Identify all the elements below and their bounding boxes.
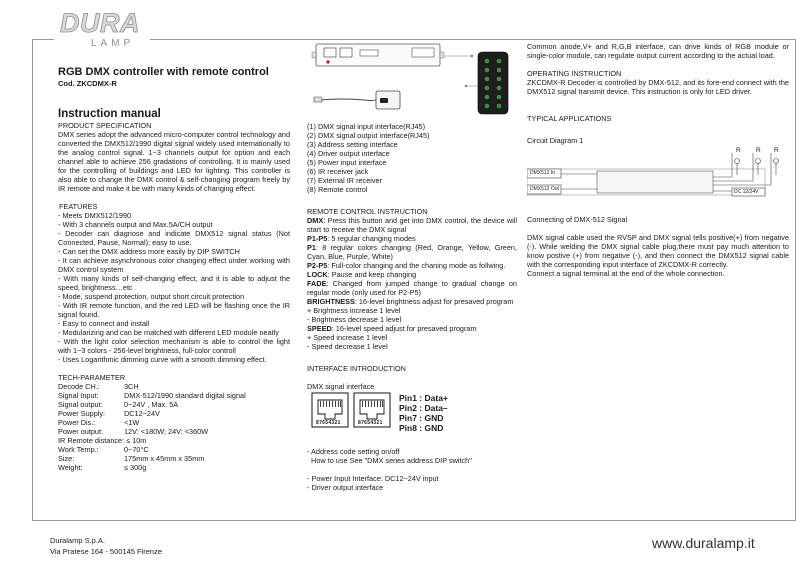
- brand-name: DURA: [60, 8, 140, 38]
- feature-item: - Meets DMX512/1990: [58, 211, 132, 220]
- dmx-interface-label: DMX signal interface: [307, 382, 375, 391]
- tech-value: DMX-512/1990 standard digital signal: [124, 391, 246, 400]
- op-heading: OPERATING INSTRUCTION: [527, 69, 622, 78]
- frame-bottom-border: [32, 520, 796, 521]
- tech-value: 12V: <180W; 24V: <360W: [124, 427, 209, 436]
- product-illustration: [302, 38, 524, 118]
- connection-text-2: Connect a signal terminal at the end of the whole connection.: [527, 269, 725, 278]
- apps-heading: TYPICAL APPLICATIONS: [527, 114, 612, 123]
- feature-item: - With the light color selection mechanism is able to control the light with 1~3 colors - 256-level brightness, full-color controll: [58, 337, 290, 355]
- pin-list: [399, 393, 448, 433]
- remote-p2p5: P2-P5: Full-color changing and the chaning mode as follwing.: [307, 261, 506, 270]
- remote-brightness: BRIGHTNESS: 16-level brightness adjust for presaved program: [307, 297, 514, 306]
- right-intro: Common anode,V+ and R,G,B interface, can drive kinds of RGB module or single-color module, can regulate output current according to the actual load.: [527, 42, 789, 60]
- rj45-port-icon: [340, 48, 352, 57]
- tech-row: [58, 463, 246, 472]
- connecting-label: Connecting of DMX-512 Signal: [527, 215, 628, 224]
- remote-speed-dec: - Speed decrease 1 level: [307, 342, 388, 351]
- tech-key: Signal Input:: [58, 391, 99, 400]
- remote-p1: P1: 8 regular colors changing (Red, Orange, Yellow, Green, Cyan, Blue, Purple, White): [307, 243, 517, 261]
- tech-row: [58, 391, 246, 400]
- tech-table: [58, 382, 246, 472]
- right-column: [527, 42, 789, 278]
- diag-r-label: R: [736, 147, 741, 154]
- pin-numbers-right: 87654321: [358, 420, 383, 426]
- rj45-diagram: [307, 391, 517, 443]
- controller-box: [597, 171, 713, 193]
- feature-item: - Easy to connect and install: [58, 319, 150, 328]
- power-line: - Power Input Interface: DC12~24V input: [307, 474, 439, 483]
- part-item: (1) DMX signal input interface(RJ45): [307, 122, 426, 131]
- manual-heading: Instruction manual: [58, 108, 161, 120]
- tech-key: Power Supply:: [58, 409, 106, 418]
- tech-key: Power Dis.:: [58, 418, 96, 427]
- remote-speed-inc: + Speed increase 1 level: [307, 333, 388, 342]
- tech-value: 175mm x 45mm x 35mm: [124, 454, 205, 463]
- feature-item: - Decoder can diagnose and indicate DMX512 signal status (Not Connected, Pause, Normal); easy to use.: [58, 229, 290, 247]
- remote-control-icon: [478, 52, 508, 114]
- remote-speed: SPEED: 16-level speed adjust for presaved program: [307, 324, 477, 333]
- terminal-block-icon: [412, 48, 434, 57]
- ir-window-icon: [380, 98, 388, 103]
- tech-value: 3CH: [124, 382, 139, 391]
- diag-out-label: DMX512 Out: [530, 186, 559, 192]
- parts-list: [307, 122, 517, 194]
- address-line-2: How to use See "DMX series address DIP switch": [307, 456, 472, 465]
- part-item: (6) IR receiver jack: [307, 167, 369, 176]
- tech-key: Signal output:: [58, 400, 103, 409]
- remote-heading: REMOTE CONTROL INSTRUCTION: [307, 207, 428, 216]
- tech-value: DC12~24V: [124, 409, 160, 418]
- pin-item: Pin8 : GND: [399, 423, 444, 433]
- tech-row: [58, 436, 246, 445]
- company-name: Duralamp S.p.A.: [50, 536, 106, 545]
- part-item: (5) Power input interface: [307, 158, 387, 167]
- tech-key: Size:: [58, 454, 75, 463]
- tech-key: Work Temp.:: [58, 445, 99, 454]
- circuit-label: Circuit Diagram 1: [527, 136, 584, 145]
- diag-r-label: R: [774, 147, 779, 154]
- feature-item: - Mode, suspend protection, output short circuit protection: [58, 292, 245, 301]
- remote-dmx: DMX: Press this button and get into DMX control, the device will start to receive the DMX signal: [307, 216, 517, 234]
- tech-row: [58, 409, 246, 418]
- feature-item: - Can set the DMX address more easily by DIP SWITCH: [58, 247, 240, 256]
- company-address: Via Pratese 164 - 500145 Firenze: [50, 547, 163, 556]
- ir-plug-icon: [314, 97, 322, 102]
- tech-row: [58, 445, 246, 454]
- part-item: (7) External IR receiver: [307, 176, 383, 185]
- features-list: [58, 211, 290, 364]
- diag-r-label: R: [756, 147, 761, 154]
- address-line-1: - Address code setting on/off: [307, 447, 400, 456]
- tech-row: [58, 427, 246, 436]
- tech-row: [58, 454, 246, 463]
- tech-key: Power output:: [58, 427, 104, 436]
- part-item: (2) DMX signal output interface(RJ45): [307, 131, 430, 140]
- left-column: [58, 66, 290, 472]
- tech-key: Weight:: [58, 463, 83, 472]
- feature-item: - Uses Logarithmic dimming curve with a smooth dimming effect.: [58, 355, 267, 364]
- feature-item: - It can achieve asynchronous color changing effect under working with DMX control system: [58, 256, 290, 274]
- dip-switch-icon: [360, 50, 378, 56]
- part-item: (3) Address setting interface: [307, 140, 398, 149]
- diag-in-label: DMX512 In: [530, 170, 556, 176]
- spec-heading: PRODUCT SPECIFICATION: [58, 121, 152, 130]
- remote-bright-dec: - Brightness decrease 1 level: [307, 315, 402, 324]
- pin-numbers-left: 87654321: [316, 420, 341, 426]
- interface-heading: INTERFACE INTRODUCTION: [307, 364, 406, 373]
- website-link[interactable]: www.duralamp.it: [652, 535, 755, 551]
- page-title: RGB DMX controller with remote control: [58, 66, 269, 78]
- tech-key: IR Remote distance:: [58, 436, 125, 445]
- pin-item: Pin1 : Data+: [399, 393, 448, 403]
- feature-item: - With 3 channels output and Max.5A/CH output: [58, 220, 213, 229]
- features-heading: FEATURES: [59, 202, 98, 211]
- remote-lock: LOCK: Pause and keep changing: [307, 270, 417, 279]
- brand-sub: LAMP: [91, 38, 135, 49]
- tech-row: [58, 418, 246, 427]
- tech-heading: TECH-PARAMETER: [58, 373, 126, 382]
- remote-fade: FADE: Changed from jumped change to gradual change on regular mode (only used for P2-P5): [307, 279, 517, 297]
- connection-text: DMX signal cable used the RVSP and DMX signal tells positive(+) from negative (-). While welding the DMX signal cable plug,there must pay much attention to know postive (+) from negative (-), and then connect the DMX512 signal cable with the corresponding input interface of ZKCDMX-R correctly.: [527, 233, 789, 269]
- pin-item: Pin2 : Data–: [399, 403, 448, 413]
- tech-value: ≤ 300g: [124, 463, 147, 472]
- tech-row: [58, 382, 246, 391]
- footer-address: [50, 535, 162, 557]
- tech-value: 0~24V , Max. 5A: [124, 400, 179, 409]
- part-item: (8) Remote control: [307, 185, 368, 194]
- feature-item: - With many kinds of self-changing effect, and it is able to adjust the speed, brightness…etc: [58, 274, 290, 292]
- led-indicator-icon: [326, 60, 329, 63]
- remote-p1p5: P1-P5: 5 regular changing modes: [307, 234, 416, 243]
- op-text: ZKCDMX-R Decoder is controlled by DMX-512, and its fore-end connect with the DMX512 signal transmit device. This instruction is only for LED driver.: [527, 78, 789, 96]
- tech-key: Decode CH.:: [58, 382, 100, 391]
- tech-value: 0~70°C: [124, 445, 149, 454]
- brand-logo: [58, 8, 138, 54]
- tech-value: ≤ 10m: [126, 436, 147, 445]
- product-code: Cod. ZKCDMX-R: [58, 79, 117, 88]
- part-item: (4) Driver output interface: [307, 149, 390, 158]
- ir-cable: [320, 99, 376, 101]
- rj45-port-icon: [324, 48, 336, 57]
- tech-row: [58, 400, 246, 409]
- feature-item: - Modularizing and can be matched with different LED module neatly: [58, 328, 279, 337]
- circuit-diagram: [527, 147, 789, 211]
- spec-text: DMX series adopt the advanced micro-computer control technology and converted the DMX512/1990 digital signal widely used internationally to the analog control signal. 1~3 channels output for option and each channel able to achieve 256 gradations of controlling. It is mainly used for the controlling of buildings and LED for lighting. This controller is also able to change the DMX control & self-changing program freely by IR remote and make it be with many kinds of changing effect.: [58, 130, 291, 193]
- diag-dc-label: DC 12/24V: [734, 189, 759, 195]
- tech-value: <1W: [124, 418, 140, 427]
- driver-line: - Driver output interface: [307, 483, 384, 492]
- feature-item: - With IR remote function, and the red LED will be flashing once the IR signal found.: [58, 301, 290, 319]
- rj45-jacks-icon: [311, 392, 391, 436]
- pin-item: Pin7 : GND: [399, 413, 444, 423]
- remote-bright-inc: + Brightness increase 1 level: [307, 306, 401, 315]
- circuit-diagram-svg: [527, 147, 789, 211]
- middle-column: [307, 122, 517, 492]
